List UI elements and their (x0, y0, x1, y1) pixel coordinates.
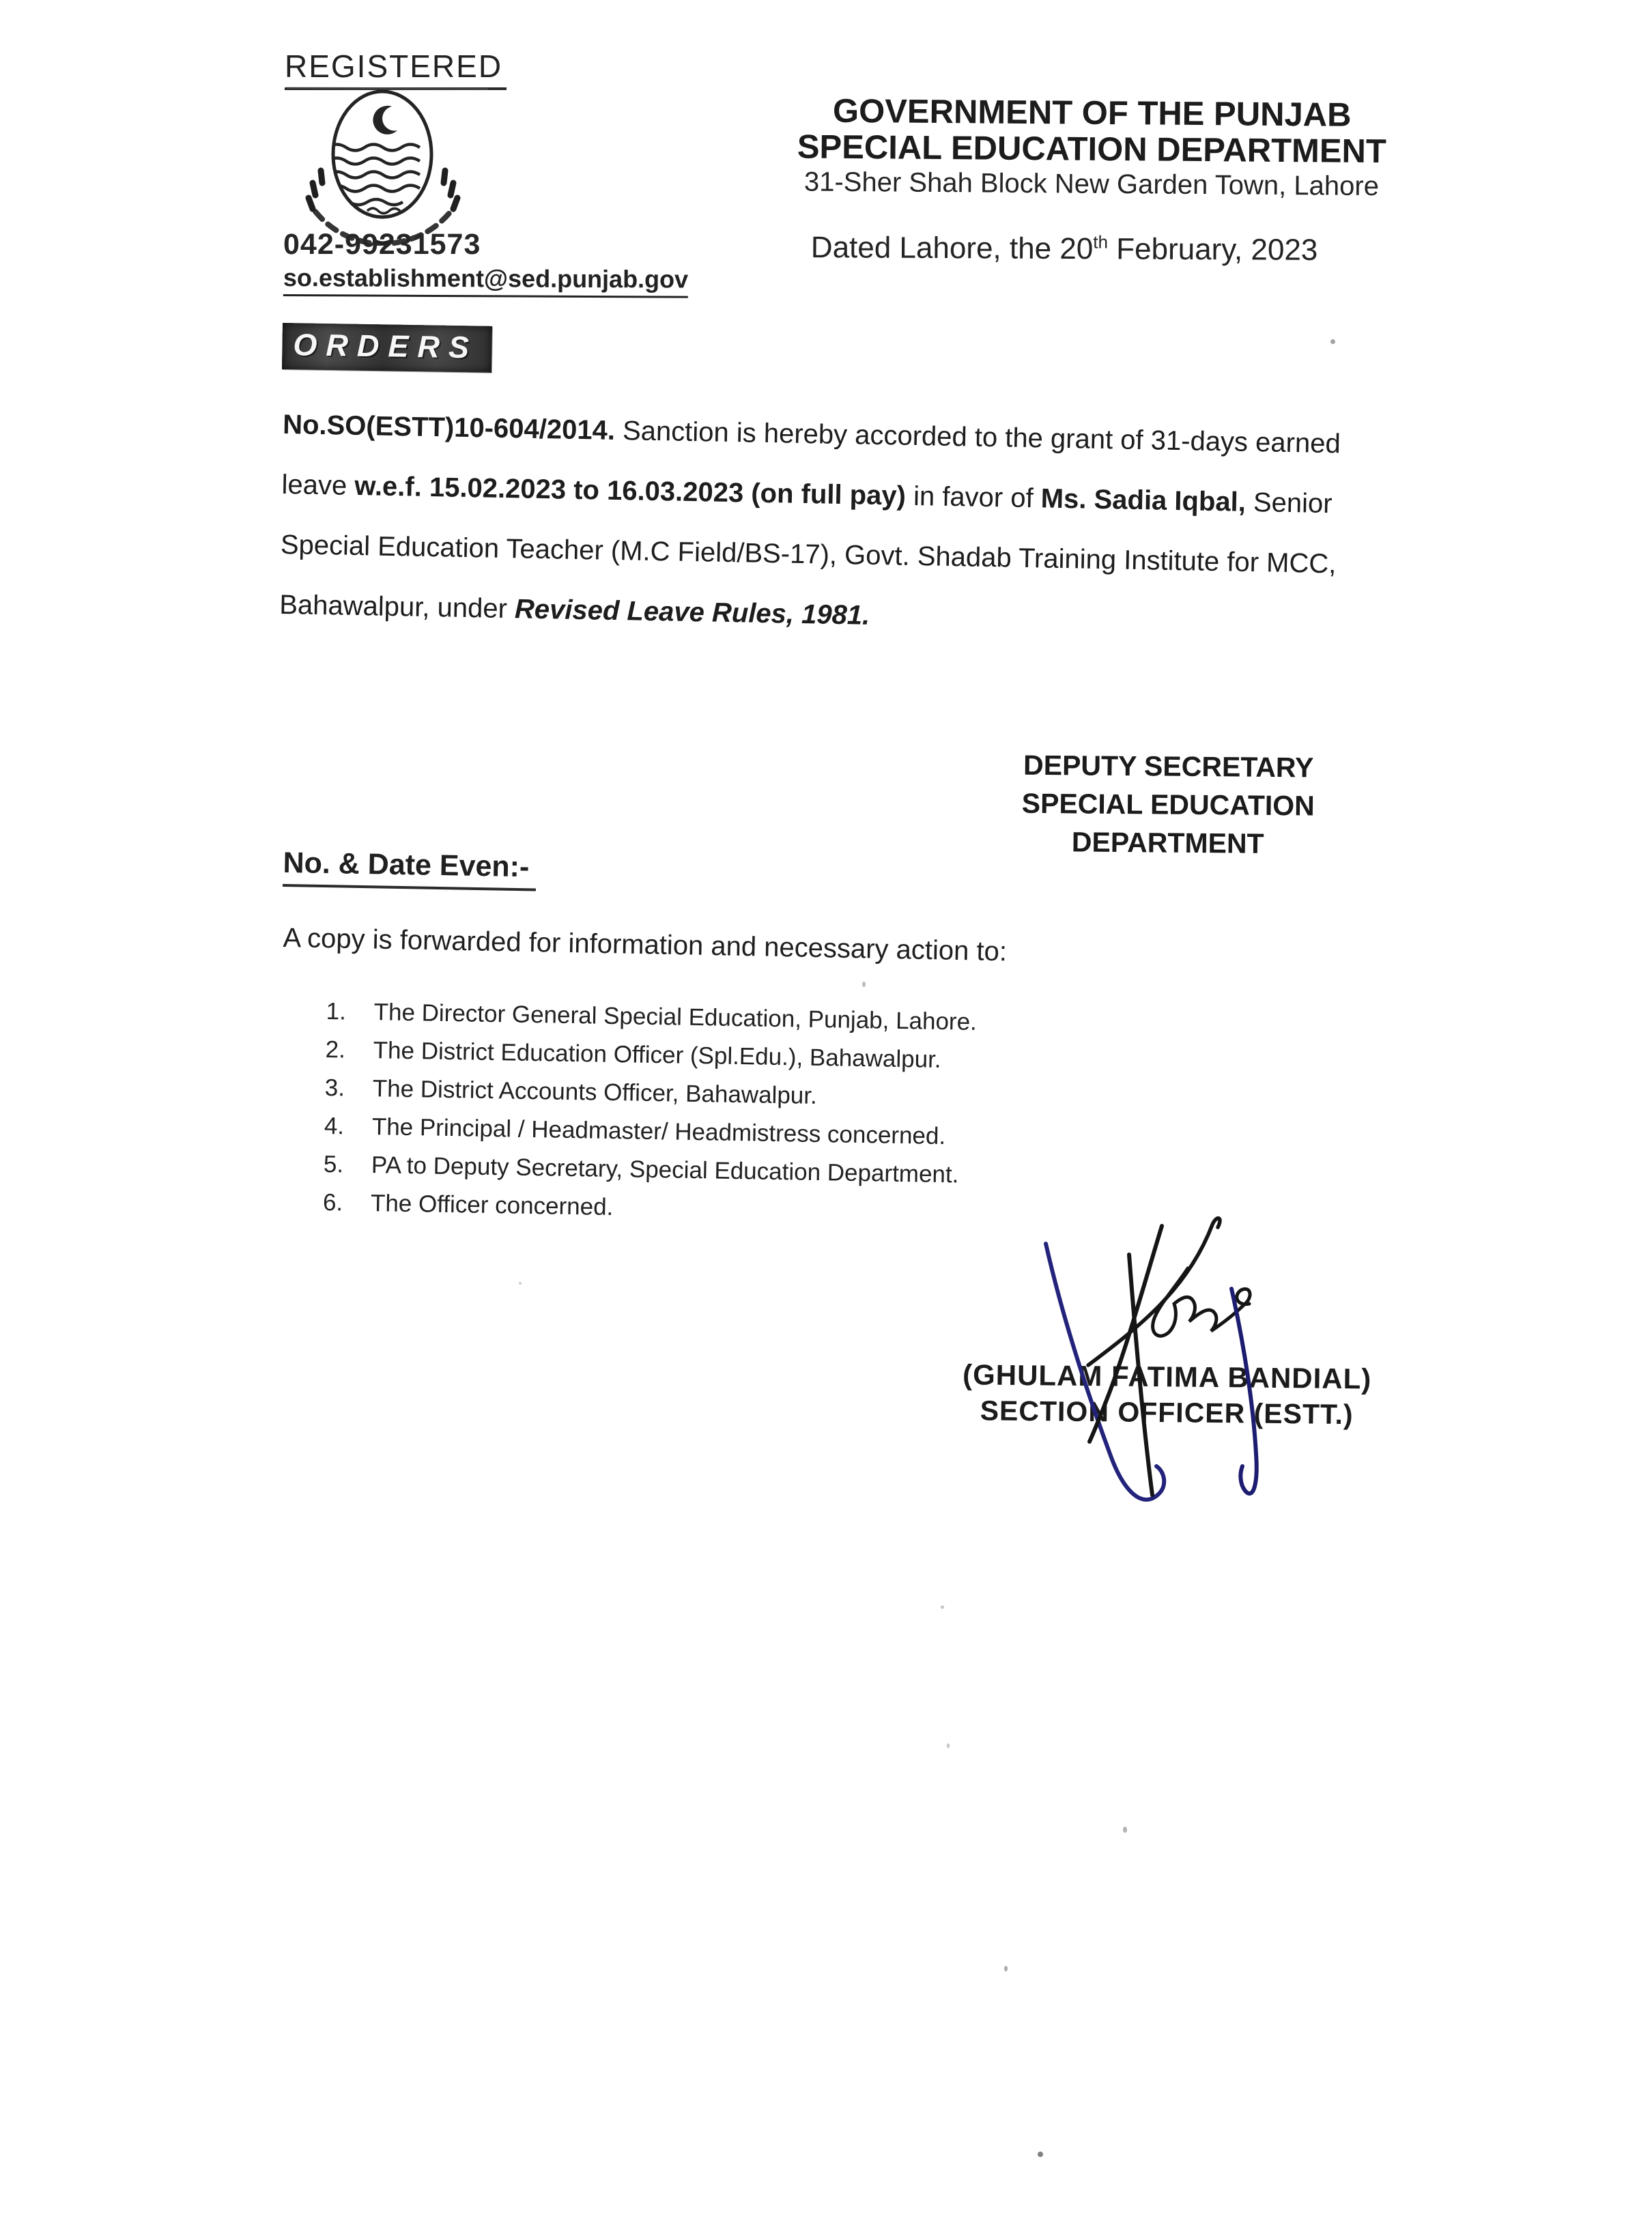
order-line: leave w.e.f. 15.02.2023 to 16.03.2023 (on full pay) in favor of Ms. Sadia Iqbal, Senior (281, 469, 1333, 519)
department-header (764, 93, 1420, 203)
scan-speck (1330, 339, 1335, 344)
scan-speck (519, 1282, 522, 1285)
header-department-line: SPECIAL EDUCATION DEPARTMENT (797, 128, 1387, 171)
date-suffix: February, 2023 (1107, 232, 1318, 267)
distribution-item-number: 2. (325, 1036, 346, 1063)
forwarding-line: A copy is forwarded for information and necessary action to: (283, 923, 1008, 967)
scan-speck (1038, 2152, 1043, 2157)
distribution-item-number: 1. (326, 998, 347, 1025)
punjab-government-crest-icon (292, 87, 478, 246)
distribution-item-number: 3. (324, 1074, 345, 1102)
distribution-item-text: The Principal / Headmaster/ Headmistress concerned. (371, 1113, 946, 1150)
order-line: Bahawalpur, under Revised Leave Rules, 1981. (279, 589, 870, 631)
order-paragraph (279, 395, 1444, 656)
date-prefix: Dated Lahore, the 20 (810, 231, 1094, 266)
distribution-item-number: 4. (324, 1112, 345, 1140)
signatory-line: SPECIAL EDUCATION (1021, 787, 1315, 822)
handwritten-signature-icon (983, 1186, 1338, 1548)
scan-speck (941, 1605, 944, 1609)
distribution-item-text: The District Education Officer (Spl.Edu.), Bahawalpur. (373, 1037, 941, 1073)
orders-stamp (282, 323, 492, 373)
order-line: No.SO(ESTT)10-604/2014. Sanction is hereby accorded to the grant of 31-days earned (282, 409, 1341, 459)
email-address: so.establishment@sed.punjab.gov (283, 263, 688, 298)
scan-speck (1004, 1966, 1008, 1971)
distribution-item-text: The Officer concerned. (370, 1190, 614, 1221)
scan-speck (1123, 1827, 1127, 1833)
order-line: Special Education Teacher (M.C Field/BS-17), Govt. Shadab Training Institute for MCC, (280, 529, 1337, 580)
date-line (811, 231, 1318, 268)
date-ordinal-suffix: th (1093, 231, 1109, 253)
header-address-line: 31-Sher Shah Block New Garden Town, Lahore (803, 167, 1380, 202)
orders-stamp-label: ORDERS (293, 327, 479, 365)
distribution-item-number: 6. (322, 1188, 343, 1216)
scan-speck (947, 1743, 950, 1748)
scan-speck (862, 982, 866, 987)
signatory-name: (GHULAM FATIMA BANDIAL) (962, 1358, 1372, 1395)
registered-label: REGISTERED (285, 48, 507, 90)
signatory-line: DEPUTY SECRETARY (1023, 749, 1314, 784)
signatory-title: SECTION OFFICER (ESTT.) (980, 1395, 1354, 1431)
phone-number: 042-99231573 (283, 228, 481, 261)
deputy-secretary-block (963, 745, 1373, 863)
distribution-item-text: The Director General Special Education, Punjab, Lahore. (373, 999, 978, 1036)
distribution-item-number: 5. (323, 1150, 344, 1178)
header-government-line: GOVERNMENT OF THE PUNJAB (832, 92, 1352, 134)
distribution-item-text: PA to Deputy Secretary, Special Education Department. (371, 1152, 959, 1188)
signatory-line: DEPARTMENT (1071, 826, 1264, 859)
reference-label: No. & Date Even:- (283, 846, 537, 891)
distribution-item-text: The District Accounts Officer, Bahawalpur. (372, 1075, 818, 1109)
